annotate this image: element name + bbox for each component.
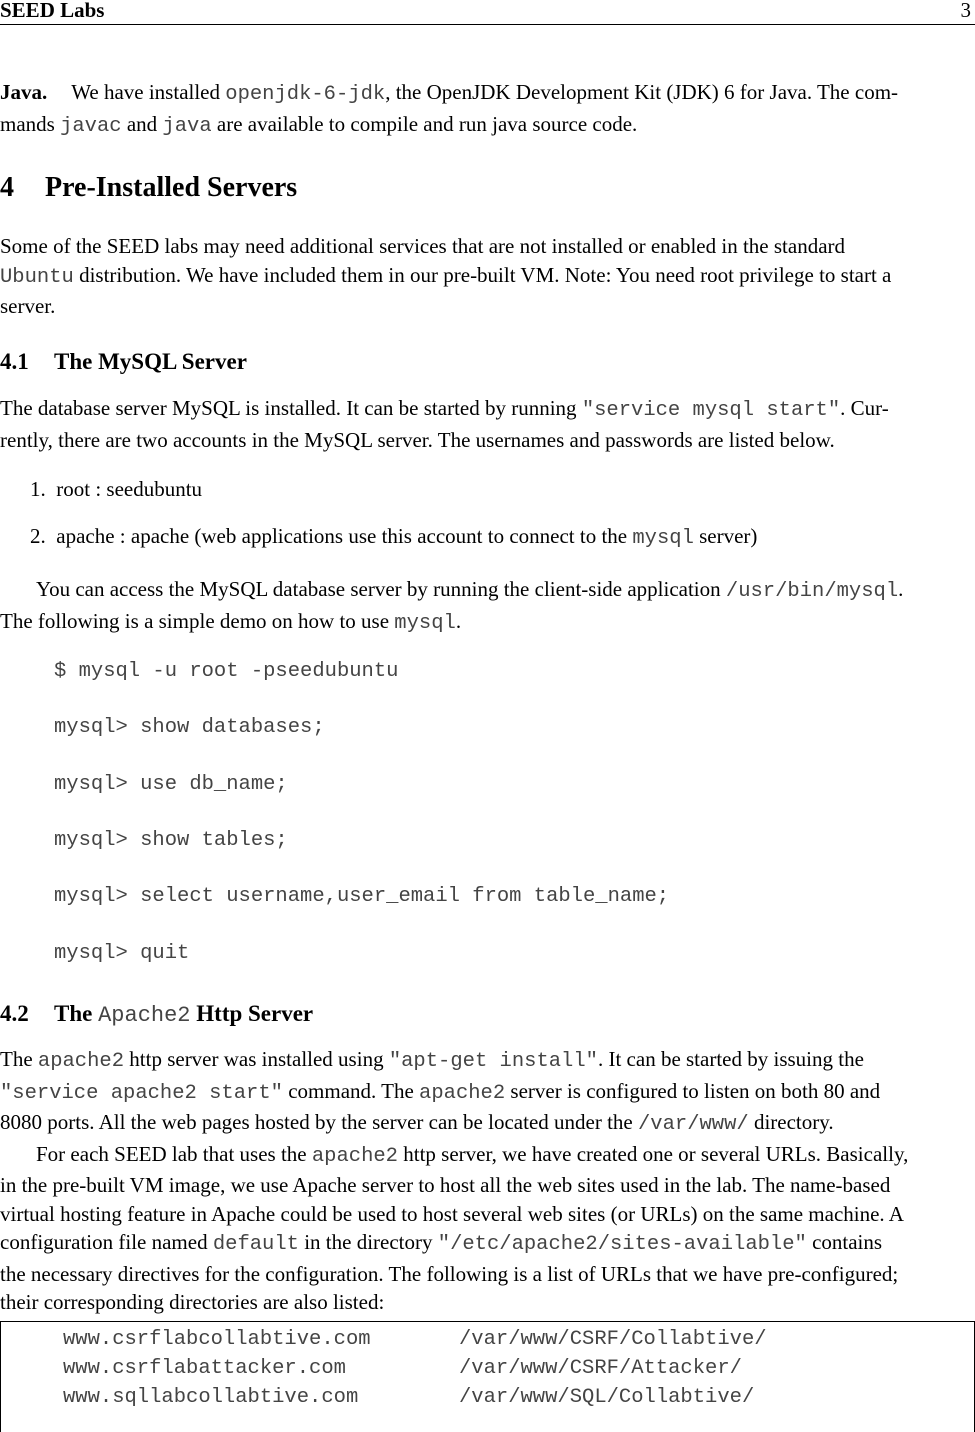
url-table-dir: /var/www/CSRF/Collabtive/	[459, 1328, 767, 1351]
section-4-title: Pre-Installed Servers	[45, 172, 298, 203]
url-table-box	[0, 1321, 975, 1432]
code-line: mysql> show tables;	[54, 829, 288, 852]
url-table-dir: /var/www/CSRF/Attacker/	[459, 1357, 742, 1380]
code-line: mysql> use db_name;	[54, 773, 288, 796]
url-table-url: www.csrflabcollabtive.com	[63, 1328, 371, 1351]
code-line: $ mysql -u root -pseedubuntu	[54, 660, 399, 683]
code-mysql-inline: mysql	[394, 611, 456, 635]
apache-paragraph: The apache2 http server was installed using "apt-get install". It can be started by issuing the "service apache2 start" command. The apache2 server is configured to listen on both 80 and 8080 ports. All the web pages hosted by the server can be located under the /var/www/ directory. For each SEED lab that uses the apache2 http server, we have created one or several URLs. Basically, in the pre-built VM image, we use Apache server to host all the web sites used in the lab. The name-based virtual hosting feature in Apache could be used to host several web sites (or URLs) on the same machine. A configuration file named default in the directory "/etc/apache2/sites-available" contains the necessary directives for the configuration. The following is a list of URLs that we have pre-configured; their corresponding directories are also listed:	[0, 1047, 909, 1314]
section-4-paragraph: Some of the SEED labs may need additional services that are not installed or enabled in the standard Ubuntu distribution. We have included them in our pre-built VM. Note: You need root privilege to start a server.	[0, 234, 892, 318]
code-line: mysql> show databases;	[54, 716, 325, 739]
url-table-dir: /var/www/SQL/Collabtive/	[459, 1386, 755, 1409]
code-usr-bin-mysql: /usr/bin/mysql	[725, 580, 899, 603]
code-openjdk: openjdk-6-jdk	[225, 83, 386, 106]
section-4-2-heading: 4.2 The Apache2 Http Server	[0, 1001, 314, 1028]
section-4-1-title: The MySQL Server	[54, 349, 247, 374]
url-table-url: www.csrflabattacker.com	[63, 1357, 346, 1380]
code-line: mysql> select username,user_email from table_name;	[54, 885, 670, 908]
list-item: 1. root : seedubuntu	[30, 477, 203, 501]
mysql-client-paragraph: You can access the MySQL database server by running the client-side application /usr/bin/mysql. The following is a simple demo on how to use mysql.	[0, 577, 904, 635]
section-4-1-heading: 4.1 The MySQL Server	[0, 349, 247, 374]
code-javac: javac	[60, 114, 122, 138]
header-title: SEED Labs	[0, 0, 105, 22]
mysql-paragraph: The database server MySQL is installed. It can be started by running "service mysql start". Cur- rently, there are two accounts in the MySQL server. The usernames and passwords are listed below.	[0, 396, 889, 452]
java-paragraph	[0, 78, 975, 141]
url-table-url: www.sqllabcollabtive.com	[63, 1386, 359, 1409]
code-apache2-title: Apache2	[98, 1003, 191, 1028]
code-java: java	[162, 114, 212, 138]
java-line-2: mands javac and java are available to compile and run java source code.	[0, 111, 638, 138]
section-4-heading: 4 Pre-Installed Servers	[0, 172, 298, 203]
java-line-1: Java. We have installed openjdk-6-jdk, the OpenJDK Development Kit (JDK) 6 for Java. The com-	[0, 80, 899, 106]
list-item: 2. apache : apache (web applications use this account to connect to the mysql server)	[30, 524, 758, 550]
code-service-mysql-start: "service mysql start"	[581, 399, 841, 422]
code-line: mysql> quit	[54, 942, 190, 965]
java-label: Java.	[0, 80, 48, 104]
code-mysql: mysql	[632, 527, 694, 550]
page-header	[0, 0, 975, 25]
page-number: 3	[960, 0, 971, 22]
code-ubuntu: Ubuntu	[0, 265, 74, 289]
